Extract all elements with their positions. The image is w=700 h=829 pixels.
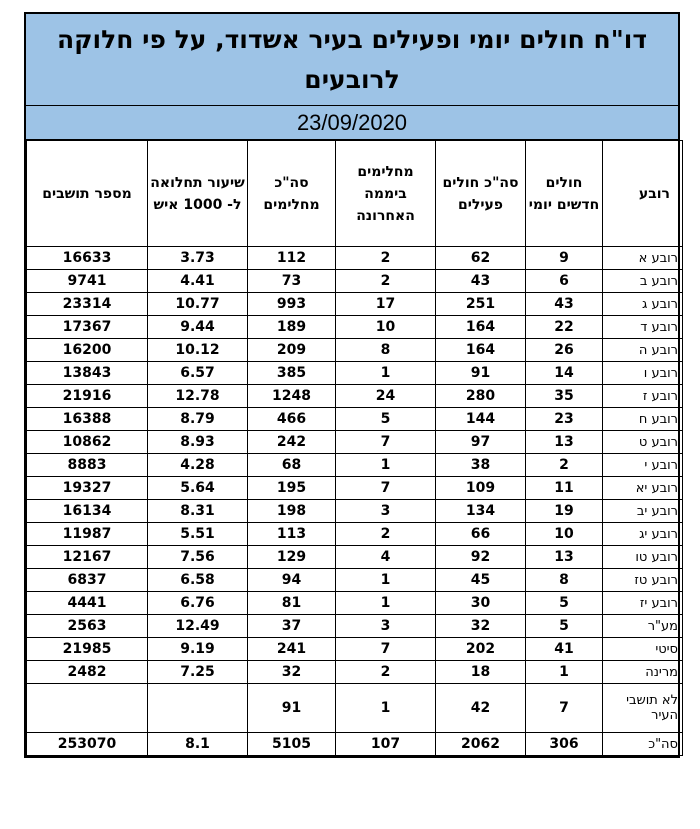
cell-new-daily: 7	[526, 684, 603, 733]
report-date: 23/09/2020	[26, 106, 678, 140]
cell-total-active: 164	[436, 339, 526, 362]
cell-total-recovered: 112	[248, 247, 336, 270]
cell-total-active: 42	[436, 684, 526, 733]
header-residents: מספר תושבים	[27, 141, 148, 247]
cell-recovered-last-day: 5	[336, 408, 436, 431]
cell-area: רובע טז	[603, 569, 683, 592]
cell-residents: 21985	[27, 638, 148, 661]
cell-recovered-last-day: 1	[336, 569, 436, 592]
cell-new-daily: 22	[526, 316, 603, 339]
cell-new-daily: 306	[526, 733, 603, 756]
cell-morbidity-rate: 4.28	[148, 454, 248, 477]
cell-area: רובע יב	[603, 500, 683, 523]
cell-total-active: 134	[436, 500, 526, 523]
table-row	[27, 454, 683, 477]
header-area: רובע	[603, 141, 683, 247]
cell-recovered-last-day: 1	[336, 362, 436, 385]
cell-total-recovered: 32	[248, 661, 336, 684]
cell-new-daily: 9	[526, 247, 603, 270]
cell-new-daily: 13	[526, 431, 603, 454]
cell-recovered-last-day: 1	[336, 454, 436, 477]
cell-total-recovered: 198	[248, 500, 336, 523]
cell-total-active: 43	[436, 270, 526, 293]
cell-residents: 13843	[27, 362, 148, 385]
report-title: דו"ח חולים יומי ופעילים בעיר אשדוד, על פי חלוקה לרובעים	[26, 14, 678, 106]
cell-recovered-last-day: 3	[336, 500, 436, 523]
cell-new-daily: 5	[526, 615, 603, 638]
cell-area: רובע ז	[603, 385, 683, 408]
cell-area: רובע י	[603, 454, 683, 477]
cell-recovered-last-day: 2	[336, 270, 436, 293]
cell-total-active: 251	[436, 293, 526, 316]
cell-total-active: 30	[436, 592, 526, 615]
cell-residents: 6837	[27, 569, 148, 592]
cell-residents: 17367	[27, 316, 148, 339]
cell-morbidity-rate: 7.25	[148, 661, 248, 684]
cell-total-recovered: 385	[248, 362, 336, 385]
table-row	[27, 684, 683, 733]
cell-area: לא תושבי העיר	[603, 684, 683, 733]
cell-total-active: 202	[436, 638, 526, 661]
cell-morbidity-rate: 4.41	[148, 270, 248, 293]
cell-area: רובע ט	[603, 431, 683, 454]
cell-total-active: 92	[436, 546, 526, 569]
cell-total-recovered: 91	[248, 684, 336, 733]
cell-new-daily: 5	[526, 592, 603, 615]
cell-area: רובע ה	[603, 339, 683, 362]
table-row	[27, 523, 683, 546]
cell-area: רובע יג	[603, 523, 683, 546]
cell-total-active: 144	[436, 408, 526, 431]
cell-morbidity-rate: 7.56	[148, 546, 248, 569]
table-row	[27, 293, 683, 316]
cell-new-daily: 8	[526, 569, 603, 592]
cell-new-daily: 14	[526, 362, 603, 385]
cell-recovered-last-day: 4	[336, 546, 436, 569]
cell-total-recovered: 195	[248, 477, 336, 500]
cell-total-recovered: 241	[248, 638, 336, 661]
cell-morbidity-rate: 6.76	[148, 592, 248, 615]
cell-new-daily: 43	[526, 293, 603, 316]
cell-new-daily: 6	[526, 270, 603, 293]
cell-residents: 4441	[27, 592, 148, 615]
cell-total-active: 32	[436, 615, 526, 638]
table-row	[27, 316, 683, 339]
cell-total-active: 66	[436, 523, 526, 546]
cell-residents: 8883	[27, 454, 148, 477]
cell-area: סה"כ	[603, 733, 683, 756]
cell-residents: 11987	[27, 523, 148, 546]
cell-total-recovered: 81	[248, 592, 336, 615]
cell-total-recovered: 37	[248, 615, 336, 638]
cell-new-daily: 11	[526, 477, 603, 500]
cell-total-active: 280	[436, 385, 526, 408]
cell-area: רובע טו	[603, 546, 683, 569]
cell-total-active: 97	[436, 431, 526, 454]
header-recovered-last-day: מחלימים ביממה האחרונה	[336, 141, 436, 247]
table-row	[27, 408, 683, 431]
cell-new-daily: 23	[526, 408, 603, 431]
cell-residents	[27, 684, 148, 733]
table-row	[27, 546, 683, 569]
header-row	[27, 141, 683, 247]
cell-area: רובע ד	[603, 316, 683, 339]
cell-residents: 16388	[27, 408, 148, 431]
table-row	[27, 385, 683, 408]
cell-area: רובע יא	[603, 477, 683, 500]
cell-total-active: 109	[436, 477, 526, 500]
cell-residents: 23314	[27, 293, 148, 316]
cell-total-active: 2062	[436, 733, 526, 756]
cell-recovered-last-day: 17	[336, 293, 436, 316]
cell-total-recovered: 68	[248, 454, 336, 477]
cell-residents: 253070	[27, 733, 148, 756]
cell-area: רובע ו	[603, 362, 683, 385]
cell-morbidity-rate: 10.77	[148, 293, 248, 316]
cell-recovered-last-day: 3	[336, 615, 436, 638]
cell-residents: 2482	[27, 661, 148, 684]
cell-area: רובע ח	[603, 408, 683, 431]
table-row	[27, 569, 683, 592]
cell-new-daily: 13	[526, 546, 603, 569]
header-total-active: סה"כ חולים פעילים	[436, 141, 526, 247]
cell-morbidity-rate: 9.19	[148, 638, 248, 661]
cell-residents: 2563	[27, 615, 148, 638]
cell-total-active: 62	[436, 247, 526, 270]
cell-new-daily: 35	[526, 385, 603, 408]
cell-morbidity-rate: 8.31	[148, 500, 248, 523]
cell-morbidity-rate: 10.12	[148, 339, 248, 362]
cell-morbidity-rate: 9.44	[148, 316, 248, 339]
cell-recovered-last-day: 2	[336, 247, 436, 270]
cell-total-recovered: 993	[248, 293, 336, 316]
cell-recovered-last-day: 107	[336, 733, 436, 756]
cell-area: רובע ב	[603, 270, 683, 293]
cell-total-recovered: 113	[248, 523, 336, 546]
cell-recovered-last-day: 7	[336, 638, 436, 661]
cell-total-active: 38	[436, 454, 526, 477]
cell-new-daily: 10	[526, 523, 603, 546]
cell-area: מרינה	[603, 661, 683, 684]
cell-total-recovered: 94	[248, 569, 336, 592]
cell-area: רובע יז	[603, 592, 683, 615]
cell-new-daily: 1	[526, 661, 603, 684]
cell-recovered-last-day: 2	[336, 523, 436, 546]
cell-new-daily: 2	[526, 454, 603, 477]
cell-total-recovered: 129	[248, 546, 336, 569]
cell-recovered-last-day: 7	[336, 431, 436, 454]
cell-area: מע"ר	[603, 615, 683, 638]
data-table	[26, 140, 683, 756]
cell-morbidity-rate: 5.64	[148, 477, 248, 500]
cell-total-recovered: 5105	[248, 733, 336, 756]
cell-total-recovered: 466	[248, 408, 336, 431]
cell-morbidity-rate: 12.78	[148, 385, 248, 408]
cell-area: רובע א	[603, 247, 683, 270]
table-row	[27, 733, 683, 756]
cell-residents: 12167	[27, 546, 148, 569]
cell-area: רובע ג	[603, 293, 683, 316]
cell-residents: 21916	[27, 385, 148, 408]
cell-residents: 16134	[27, 500, 148, 523]
table-row	[27, 638, 683, 661]
table-row	[27, 339, 683, 362]
cell-recovered-last-day: 7	[336, 477, 436, 500]
cell-total-active: 18	[436, 661, 526, 684]
table-row	[27, 431, 683, 454]
cell-residents: 9741	[27, 270, 148, 293]
cell-recovered-last-day: 1	[336, 684, 436, 733]
table-row	[27, 247, 683, 270]
table-row	[27, 500, 683, 523]
header-total-recovered: סה"כ מחלימים	[248, 141, 336, 247]
header-new-daily: חולים חדשים יומי	[526, 141, 603, 247]
cell-morbidity-rate: 5.51	[148, 523, 248, 546]
cell-recovered-last-day: 2	[336, 661, 436, 684]
cell-residents: 10862	[27, 431, 148, 454]
table-row	[27, 592, 683, 615]
cell-morbidity-rate: 3.73	[148, 247, 248, 270]
cell-area: סיטי	[603, 638, 683, 661]
cell-total-active: 45	[436, 569, 526, 592]
cell-total-recovered: 1248	[248, 385, 336, 408]
report-sheet	[24, 12, 680, 758]
cell-new-daily: 41	[526, 638, 603, 661]
cell-morbidity-rate: 6.57	[148, 362, 248, 385]
cell-morbidity-rate: 8.1	[148, 733, 248, 756]
cell-total-recovered: 209	[248, 339, 336, 362]
cell-recovered-last-day: 1	[336, 592, 436, 615]
cell-residents: 16633	[27, 247, 148, 270]
cell-morbidity-rate	[148, 684, 248, 733]
cell-total-recovered: 189	[248, 316, 336, 339]
header-morbidity-rate: שיעור תחלואה ל- 1000 איש	[148, 141, 248, 247]
table-row	[27, 270, 683, 293]
cell-total-recovered: 73	[248, 270, 336, 293]
table-row	[27, 615, 683, 638]
table-row	[27, 362, 683, 385]
cell-recovered-last-day: 24	[336, 385, 436, 408]
cell-total-active: 91	[436, 362, 526, 385]
cell-morbidity-rate: 8.93	[148, 431, 248, 454]
cell-recovered-last-day: 10	[336, 316, 436, 339]
cell-new-daily: 19	[526, 500, 603, 523]
cell-morbidity-rate: 8.79	[148, 408, 248, 431]
cell-recovered-last-day: 8	[336, 339, 436, 362]
cell-morbidity-rate: 12.49	[148, 615, 248, 638]
cell-morbidity-rate: 6.58	[148, 569, 248, 592]
cell-total-active: 164	[436, 316, 526, 339]
cell-residents: 19327	[27, 477, 148, 500]
table-row	[27, 661, 683, 684]
table-row	[27, 477, 683, 500]
cell-total-recovered: 242	[248, 431, 336, 454]
cell-residents: 16200	[27, 339, 148, 362]
cell-new-daily: 26	[526, 339, 603, 362]
